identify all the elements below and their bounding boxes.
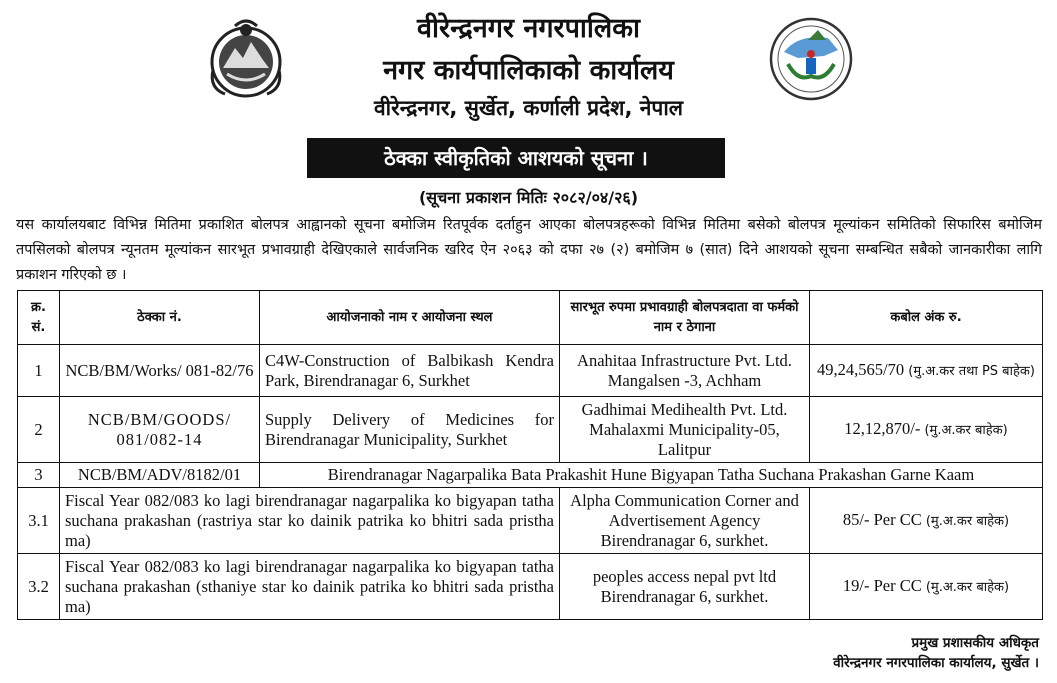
signatory-designation: प्रमुख प्रशासकीय अधिकृत: [911, 635, 1039, 651]
notice-title: ठेक्का स्वीकृतिको आशयको सूचना ।: [307, 138, 725, 178]
row-contract-no: NCB/BM/ADV/8182/01: [60, 463, 260, 488]
amount-note: (मु.अ.कर बाहेक): [924, 422, 1008, 438]
municipality-name: वीरेन्द्रनगर नगरपालिका: [417, 13, 640, 44]
row-amount: [810, 345, 1043, 397]
table-row: [18, 397, 1043, 463]
row-sn: 2: [18, 397, 60, 463]
header-contract-no: ठेक्का नं.: [60, 291, 260, 345]
row-sn: 3.1: [18, 488, 60, 554]
row-amount: [810, 397, 1043, 463]
table-row: [18, 345, 1043, 397]
amount-note: (मु.अ.कर बाहेक): [925, 579, 1010, 595]
municipality-logo-icon: [768, 16, 854, 102]
row-contract-no: NCB/BM/Works/ 081-82/76: [60, 345, 260, 397]
row-amount: [810, 554, 1043, 620]
row-bidder: Alpha Communication Corner and Advertisement Agency Birendranagar 6, surkhet.: [560, 488, 810, 554]
row-sn: 1: [18, 345, 60, 397]
row-project: C4W-Construction of Balbikash Kendra Park, Birendranagar 6, Surkhet: [260, 345, 560, 397]
row-sn: 3: [18, 463, 60, 488]
table-header-row: [18, 291, 1043, 345]
amount-value: 85/- Per CC: [842, 509, 922, 529]
signature-block: [833, 633, 1039, 673]
signatory-office: वीरेन्द्रनगर नगरपालिका कार्यालय, सुर्खेत ।: [833, 655, 1039, 671]
row-project: Fiscal Year 082/083 ko lagi birendranagar nagarpalika ko bigyapan tatha suchana prakashan (rastriya star ko dainik patrika ko bhitri sada pristha ma): [60, 488, 560, 554]
row-sn: 3.2: [18, 554, 60, 620]
header-bidder: सारभूत रुपमा प्रभावग्राही बोलपत्रदाता वा फर्मको नाम र ठेगाना: [560, 291, 810, 345]
office-address: वीरेन्द्रनगर, सुर्खेत, कर्णाली प्रदेश, नेपाल: [374, 96, 683, 120]
table-row: [18, 554, 1043, 620]
row-project: Birendranagar Nagarpalika Bata Prakashit Hune Bigyapan Tatha Suchana Prakashan Garne Kaam: [260, 463, 1043, 488]
office-name: नगर कार्यपालिकाको कार्यालय: [383, 55, 674, 86]
amount-value: 19/- Per CC: [842, 575, 922, 595]
row-bidder: peoples access nepal pvt ltd Birendranagar 6, surkhet.: [560, 554, 810, 620]
header-project: आयोजनाको नाम र आयोजना स्थल: [260, 291, 560, 345]
row-bidder: Gadhimai Medihealth Pvt. Ltd. Mahalaxmi Municipality-05, Lalitpur: [560, 397, 810, 463]
row-project: Fiscal Year 082/083 ko lagi birendranagar nagarpalika ko bigyapan tatha suchana prakashan (sthaniye star ko dainik patrika ko bhitri sada pristha ma): [60, 554, 560, 620]
header-amount: कबोल अंक रु.: [810, 291, 1043, 345]
table-row: [18, 488, 1043, 554]
amount-note: (मु.अ.कर तथा PS बाहेक): [908, 363, 1035, 379]
row-project: Supply Delivery of Medicines for Birendranagar Municipality, Surkhet: [260, 397, 560, 463]
intro-paragraph: यस कार्यालयबाट विभिन्न मितिमा प्रकाशित बोलपत्र आह्वानको सूचना बमोजिम रितपूर्वक दर्ताहुन आएका बोलपत्रहरूको विभिन्न मितिमा बसेको बोलपत्र मूल्यांकन समितिको सिफारिस बमोजिम तपसिलको बोलपत्र न्यूनतम मूल्यांकन सारभूत प्रभावग्राही देखिएकाले सार्वजनिक खरिद ऐन २०६३ को दफा २७ (२) बमोजिम ७ (सात) दिने आशयको सूचना सम्बन्धित सबैको जानकारीका लागि प्रकाशन गरिएको छ ।: [16, 217, 1042, 283]
publication-date: (सूचना प्रकाशन मितिः २०८२/०४/२६): [418, 188, 639, 207]
amount-value: 49,24,565/70: [817, 359, 905, 379]
contract-table: [17, 290, 1043, 620]
row-amount: [810, 488, 1043, 554]
amount-value: 12,12,870/-: [844, 418, 921, 438]
amount-note: (मु.अ.कर बाहेक): [925, 513, 1010, 529]
table-row: [18, 463, 1043, 488]
row-contract-no: NCB/BM/GOODS/ 081/082-14: [60, 397, 260, 463]
row-bidder: Anahitaa Infrastructure Pvt. Ltd. Mangalsen -3, Achham: [560, 345, 810, 397]
header-sn: क्र. सं.: [18, 291, 60, 345]
notice-header: [0, 0, 1057, 140]
